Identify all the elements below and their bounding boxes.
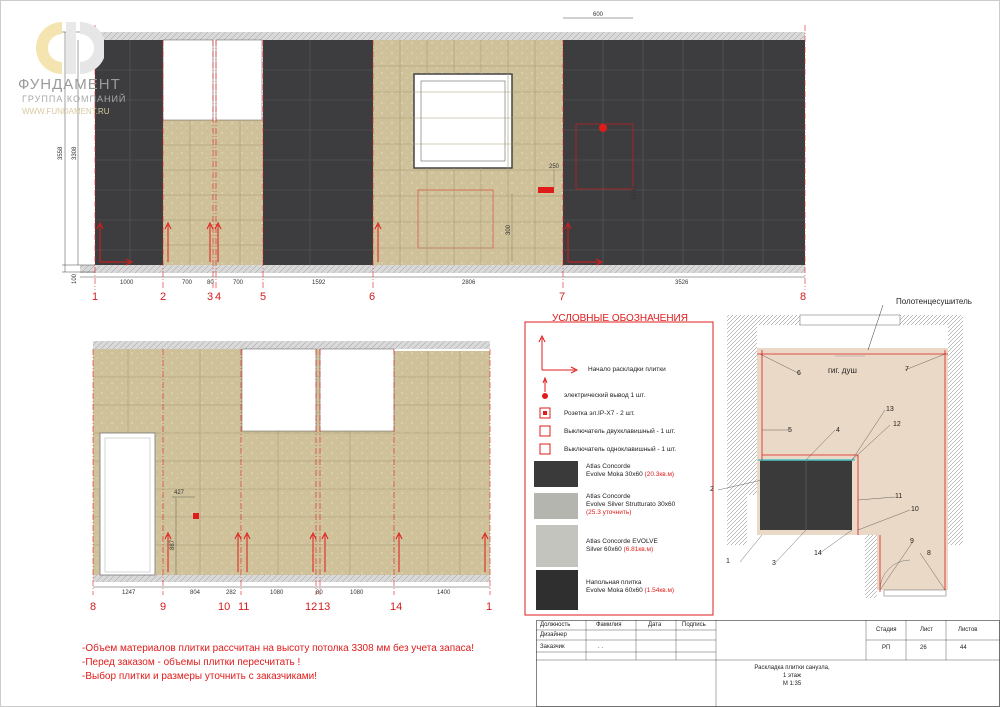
plan-number: 1 — [726, 558, 730, 565]
switch-single-icon — [540, 444, 550, 454]
legend-item: Выключатель одноклавишный - 1 шт. — [564, 446, 677, 453]
tb-header: Должность — [540, 622, 571, 628]
tb-row-label: Дизайнер — [540, 632, 567, 638]
axis-label: 9 — [160, 601, 167, 613]
axis-label: 3 — [207, 291, 214, 303]
dim-height: 100 — [72, 273, 78, 284]
dark-tile-zone — [563, 40, 805, 265]
electric-outlet-point — [599, 124, 607, 132]
door-opening — [100, 433, 155, 575]
plan-number: 4 — [836, 427, 840, 434]
logo-mark — [32, 18, 104, 78]
axis-label: 14 — [390, 601, 403, 613]
dim-small: 887 — [170, 539, 176, 550]
note-line: -Перед заказом - объемы плитки пересчитать ! — [82, 657, 301, 668]
tb-dots: . . — [598, 644, 604, 650]
plan-number: 14 — [814, 550, 822, 557]
window-opening — [242, 349, 316, 431]
socket-mark — [538, 187, 554, 193]
plan-number: 10 — [911, 506, 919, 513]
window-opening — [216, 40, 262, 120]
dim-width: 1400 — [437, 590, 451, 596]
legend-item: Начало раскладки плитки — [588, 366, 666, 373]
axis-label: 8 — [800, 291, 807, 303]
note-line: -Объем материалов плитки рассчитан на высоту потолка 3308 мм без учета запаса! — [82, 643, 475, 654]
light-tile-zone — [213, 120, 263, 265]
tile-swatch — [534, 461, 578, 487]
axis-label: 11 — [238, 601, 250, 613]
legend-title: УСЛОВНЫЕ ОБОЗНАЧЕНИЯ — [552, 313, 688, 324]
window-opening — [320, 349, 394, 431]
dim-height: 3558 — [58, 146, 64, 160]
note-line: -Выбор плитки и размеры уточнить с заказчиками! — [82, 671, 318, 682]
dark-tile-zone — [263, 40, 373, 265]
tile-entry: Atlas Concorde EVOLVE Silver 60x60 (6.81кв.м) — [586, 538, 658, 553]
dim-width: 80 — [207, 280, 214, 286]
plan-number: 6 — [797, 370, 801, 377]
plan-number: 7 — [905, 366, 909, 373]
tb-row-label: Заказчик — [540, 644, 565, 650]
axis-label: 10 — [218, 601, 231, 613]
axis-label: 13 — [318, 601, 331, 613]
axis-label: 8 — [90, 601, 97, 613]
plan-number: 2 — [710, 486, 714, 493]
dim-width: 1247 — [122, 590, 136, 596]
tb-title: Раскладка плитки санузла, 1 этаж М 1:35 — [754, 665, 830, 687]
dim-width: 1592 — [312, 280, 326, 286]
tile-entry: Atlas Concorde Evolve Moka 30x60 (20.3кв.м) — [586, 463, 675, 478]
tb-header: Подпись — [682, 622, 706, 628]
tb-sheets-header: Листов — [958, 627, 978, 633]
dim-width: 2806 — [462, 280, 476, 286]
plan-number: 11 — [895, 493, 903, 500]
axis-label: 12 — [305, 601, 318, 613]
notes-block — [82, 642, 474, 684]
legend-item: Розетка эл.IP-X7 - 2 шт. — [564, 410, 635, 417]
dim-width: 80 — [316, 590, 323, 596]
dim-height: 3308 — [72, 146, 78, 160]
axis-label: 1 — [486, 601, 493, 613]
axis-label: 6 — [369, 291, 376, 303]
tb-stage-header: Стадия — [876, 627, 897, 633]
dim-width: 1080 — [270, 590, 284, 596]
brand-url: WWW.FUNDAMENT.RU — [22, 107, 110, 116]
plan-number: 9 — [910, 538, 914, 545]
dim-small: 300 — [506, 224, 512, 235]
plan-number: 8 — [927, 550, 931, 557]
shower-label: гиг. душ — [828, 366, 857, 375]
tb-sheets: 44 — [960, 645, 967, 651]
dim-width: 1000 — [120, 280, 134, 286]
floor-band — [80, 265, 805, 273]
plan-number: 3 — [772, 560, 776, 567]
tb-sheet: 26 — [920, 645, 927, 651]
start-arrow-icon — [539, 336, 577, 373]
legend-item: Выключатель двухклавишный - 1 шт. — [564, 428, 676, 435]
light-tile-zone — [163, 120, 213, 265]
tile-swatch — [534, 493, 578, 519]
tb-stage: РП — [882, 645, 891, 651]
elevation-bottom — [90, 341, 492, 613]
dim-small: 600 — [593, 12, 604, 18]
company-logo — [18, 18, 138, 118]
dim-width: 1080 — [350, 590, 364, 596]
switch-double-icon — [540, 426, 550, 436]
axis-label: 4 — [215, 291, 222, 303]
axis-label: 1 — [92, 291, 99, 303]
elevation-top — [58, 12, 806, 303]
brand-name: ФУНДАМЕНТ — [18, 76, 121, 93]
outlet-dot-icon — [542, 393, 548, 399]
ceiling-band — [95, 32, 805, 40]
window-opening — [163, 40, 213, 120]
dim-width: 700 — [233, 280, 244, 286]
brand-subtitle: ГРУППА КОМПАНИЙ — [22, 94, 127, 104]
switch-mark — [193, 513, 199, 519]
heater-label: Полотенцесушитель — [896, 297, 972, 306]
plan-number: 13 — [886, 406, 894, 413]
dim-small: 1500 — [632, 186, 638, 200]
tb-header: Фамилия — [596, 622, 622, 628]
dim-width: 700 — [182, 280, 193, 286]
axis-label: 7 — [559, 291, 566, 303]
tile-swatch — [536, 570, 578, 610]
legend-item: электрический вывод 1 шт. — [564, 392, 646, 399]
axis-label: 2 — [160, 291, 167, 303]
dim-width: 804 — [190, 590, 201, 596]
plan-number: 12 — [893, 421, 901, 428]
tb-header: Дата — [648, 622, 662, 628]
dim-width: 3526 — [675, 280, 689, 286]
dim-small: 427 — [174, 490, 185, 496]
tile-entry: Напольная плитка Evolve Moka 60x60 (1.54кв.м) — [586, 579, 675, 594]
dim-small: 250 — [549, 164, 560, 170]
plan-number: 5 — [788, 427, 792, 434]
tb-sheet-header: Лист — [920, 627, 934, 633]
tile-swatch — [536, 525, 578, 567]
tile-entry: Atlas Concorde Evolve Silver Strutturato 30x60 (25.3 уточнить) — [586, 493, 676, 516]
dim-width: 282 — [226, 590, 237, 596]
axis-label: 5 — [260, 291, 267, 303]
